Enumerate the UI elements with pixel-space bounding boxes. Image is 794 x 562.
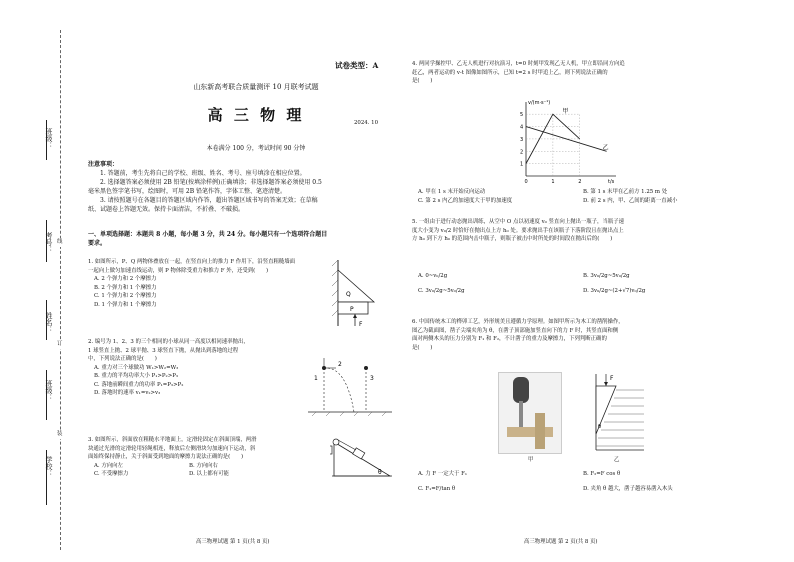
label-f: F — [359, 321, 363, 328]
school-label: 学校： — [45, 456, 53, 477]
wood-block — [507, 427, 553, 437]
question-2 — [88, 338, 249, 398]
margin-mark-staple: 订 — [57, 341, 63, 347]
section-heading-line: 一、单项选择题：本题共 8 小题，每小题 3 分，共 24 分。每小题只有一个选项符合题目 — [88, 231, 328, 238]
footer-left: 高三物理试题 第 1 页(共 8 页) — [196, 539, 270, 545]
y-tick-label: 3 — [520, 136, 524, 143]
option-a[interactable]: A. 重力对三个球做功 W₁>W₂=W₃ — [94, 364, 179, 371]
question-text: 度大小变为 v₀/2 时恰好在抛出点上方 h₀ 处。要求抛出手在该瓶子下落阶段且在抛出点上 — [412, 227, 624, 234]
label-theta: θ — [598, 424, 602, 430]
grade-label: 班级： — [45, 380, 53, 401]
question-text: 赶乙，两者运动的 v-t 图像如图所示，已知 t=2 s 时甲追上乙，则下列说法正确的 — [412, 69, 608, 76]
option-c[interactable]: C. F₁=F/tan θ — [418, 485, 456, 492]
option-b[interactable]: B. 方向向右 — [189, 462, 218, 469]
option-d[interactable]: D. 以上都有可能 — [189, 471, 229, 477]
question-text: 4. 两同学操控甲、乙无人机进行对抗演习，t=0 时刻甲发现乙无人机，甲立即沿同方向追 — [412, 61, 625, 67]
option-b[interactable]: B. 重力的平均功率大小 P₁>P₂>P₃ — [94, 373, 179, 379]
vt-chart — [510, 98, 620, 186]
series-label: 甲 — [562, 108, 569, 116]
label-f: F — [610, 375, 614, 382]
number-line — [46, 220, 47, 262]
chisel-photo — [498, 372, 562, 454]
question-6 — [412, 318, 624, 352]
hand-shape — [513, 377, 529, 403]
label-q: Q — [346, 291, 351, 298]
option-a[interactable]: A. 甲在 1 s 末开始反向运动 — [418, 189, 486, 195]
wood-post — [535, 413, 545, 449]
ball-1-label: 1 — [314, 375, 318, 382]
margin-mark-line: 线 — [57, 239, 63, 245]
option-d[interactable]: D. 前 2 s 内，甲、乙间的距离一直减小 — [583, 197, 678, 204]
option-a[interactable]: A. 0~v₀/2g — [418, 273, 448, 279]
label-p: P — [350, 306, 354, 313]
q3-figure — [330, 432, 394, 482]
option-d[interactable]: D. 1 个弹力和 1 个摩擦力 — [94, 301, 157, 308]
question-6-options — [418, 470, 748, 493]
option-b[interactable]: B. 2 个弹力和 1 个摩擦力 — [94, 284, 157, 291]
option-b[interactable]: B. 3v₀/2g~5v₀/2g — [583, 273, 630, 279]
option-a[interactable]: A. 力 F 一定大于 F₁ — [418, 471, 468, 477]
class-line — [46, 120, 47, 160]
theta-label: θ — [378, 469, 382, 476]
grade-line — [46, 370, 47, 420]
option-c[interactable]: C. 不受摩擦力 — [94, 471, 129, 477]
option-c[interactable]: C. 第 2 s 内乙的加速度大于甲的加速度 — [418, 197, 513, 204]
exam-title: 山东新高考联合质量测评 10 月联考试题 — [193, 83, 319, 91]
fig-yi-label: 乙 — [614, 457, 620, 463]
question-text: 方 h₀ 到下方 h₀ 的范围内击中瓶子，则瓶子被击中时所处的时间段在抛出后的( ) — [412, 236, 613, 242]
option-b[interactable]: B. F₂=F cos θ — [583, 471, 621, 477]
note-item: 纸、试题卷上答题无效。保持卡面清洁，不折叠、不破损。 — [88, 206, 245, 213]
ball-3-label: 3 — [370, 375, 374, 382]
y-tick-label: 1 — [520, 161, 524, 168]
question-text: 中，下列说法正确的是( ) — [88, 356, 157, 362]
ball-2-label: 2 — [338, 361, 342, 368]
notes — [88, 160, 322, 214]
q2-figure — [306, 350, 396, 420]
notes-heading: 注意事项： — [88, 161, 119, 168]
footer-right: 高三物理试题 第 2 页(共 8 页) — [524, 539, 598, 545]
option-c[interactable]: C. 3v₀/2g~5v₀/2g — [418, 287, 465, 294]
question-text: 1 球竖直上抛、2 球平抛、3 球竖直下抛，从抛出到落地的过程 — [88, 347, 239, 354]
y-tick-label: 5 — [520, 112, 524, 119]
section-heading — [88, 230, 327, 248]
y-tick-label: 4 — [520, 124, 524, 131]
option-b[interactable]: B. 第 1 s 末甲在乙前方 1.25 m 处 — [583, 189, 668, 195]
series-label: 乙 — [602, 144, 609, 152]
x-tick-label: 0 — [524, 179, 528, 185]
question-text: 6. 中国传统木工的榫卯工艺，外形规美且遵循力学原理。如图甲所示为木工的凿削操作， — [412, 319, 624, 325]
option-d[interactable]: D. 3v₀/2g~(2+√7)v₀/2g — [583, 287, 646, 294]
question-text: 图乙为截面图，凿子尖端夹角为 θ，在凿子顶部施加竖直向下的力 F 时，其竖直面和侧 — [412, 327, 619, 334]
q1-figure — [330, 256, 390, 328]
question-text: 是( ) — [412, 344, 433, 351]
note-item: 毫米黑色签字笔书写，绘图时，可用 2B 铅笔作答，字体工整、笔迹清楚。 — [88, 188, 287, 195]
x-tick-label: 1 — [551, 179, 555, 185]
y-axis-label: v/(m·s⁻¹) — [528, 100, 551, 106]
option-a[interactable]: A. 2 个弹力和 2 个摩擦力 — [94, 276, 157, 282]
name-label: 姓名： — [45, 312, 53, 333]
question-5 — [412, 218, 624, 244]
question-text: 1. 如图所示，P、Q 两物体叠放在一起，在竖直向上的推力 F 作用下，沿竖直粗糙墙面 — [88, 259, 296, 265]
fig-jia-label: 甲 — [528, 457, 534, 463]
option-d[interactable]: D. 夹角 θ 越大，凿子越容易凿入木头 — [583, 485, 673, 492]
note-item: 1. 答题前，考生先将自己的学校、班级、姓名、考号、座号填涂在相应位置。 — [100, 170, 306, 177]
option-c[interactable]: C. 1 个弹力和 2 个摩擦力 — [94, 293, 157, 299]
section-heading-line: 要求。 — [88, 240, 107, 247]
question-text: 3. 如图所示，斜面放在粗糙水平地面上，定滑轮固定在斜面顶端，两滑 — [88, 437, 257, 443]
class-label: 班级： — [45, 128, 53, 149]
option-c[interactable]: C. 落地前瞬间重力的功率 P₁=P₃>P₂ — [94, 381, 184, 388]
question-1 — [88, 258, 295, 309]
school-line — [46, 450, 47, 505]
paper-type: 试卷类型：A — [335, 61, 379, 70]
question-text: 块通过光滑的定滑轮用轻绳相连，释放后左侧滑块匀加速向下运动，斜 — [88, 445, 256, 452]
exam-date: 2024. 10 — [354, 120, 379, 126]
score-time: 本卷满分 100 分，考试时间 90 分钟 — [206, 145, 306, 152]
question-5-options — [418, 272, 748, 295]
question-4 — [412, 60, 625, 86]
subject-title: 高 三 物 理 — [207, 106, 305, 124]
name-line — [46, 300, 47, 340]
y-tick-label: 2 — [520, 149, 524, 156]
margin-mark-bind: 装 — [57, 431, 63, 437]
q6-diagram — [590, 370, 650, 456]
question-text: 面对两侧木头的压力分别为 F₁ 和 F₂，不计凿子的重力及摩擦力，下列判断正确的 — [412, 336, 607, 342]
note-item: 3. 请按照题号在各题目的答题区域内作答，超出答题区域书写的答案无效；在草稿 — [100, 197, 318, 204]
x-tick-label: 2 — [578, 179, 582, 185]
option-d[interactable]: D. 落地时的速率 v₁=v₂>v₃ — [94, 390, 161, 396]
question-text: 是( ) — [412, 78, 433, 84]
question-3 — [88, 436, 284, 479]
option-a[interactable]: A. 方向向左 — [94, 462, 123, 469]
note-item: 2. 选择题答案必须使用 2B 铅笔(按填涂样例)正确填涂；非选择题答案必须使用 0.5 — [100, 179, 322, 186]
number-label: 考号： — [45, 232, 53, 253]
binding-dashed-line — [60, 30, 61, 550]
question-4-options — [418, 188, 748, 205]
question-text: 一起向上做匀加速直线运动，则 P 物体除受重力和推力 F 外，还受到( ) — [88, 267, 269, 274]
x-axis-label: t/s — [608, 179, 615, 185]
question-text: 2. 编号为 1、2、3 的三个相同的小球从同一高度以相同速率抛出， — [88, 339, 249, 345]
question-text: 5. 一组由于进行动态抛出训练，从空中 O 点以初速度 v₀ 竖直向上抛出一瓶子，当瓶子速 — [412, 219, 625, 225]
question-text: 面始终保持静止，关于斜面受到地面的摩擦力说法正确的是( ) — [88, 454, 244, 460]
